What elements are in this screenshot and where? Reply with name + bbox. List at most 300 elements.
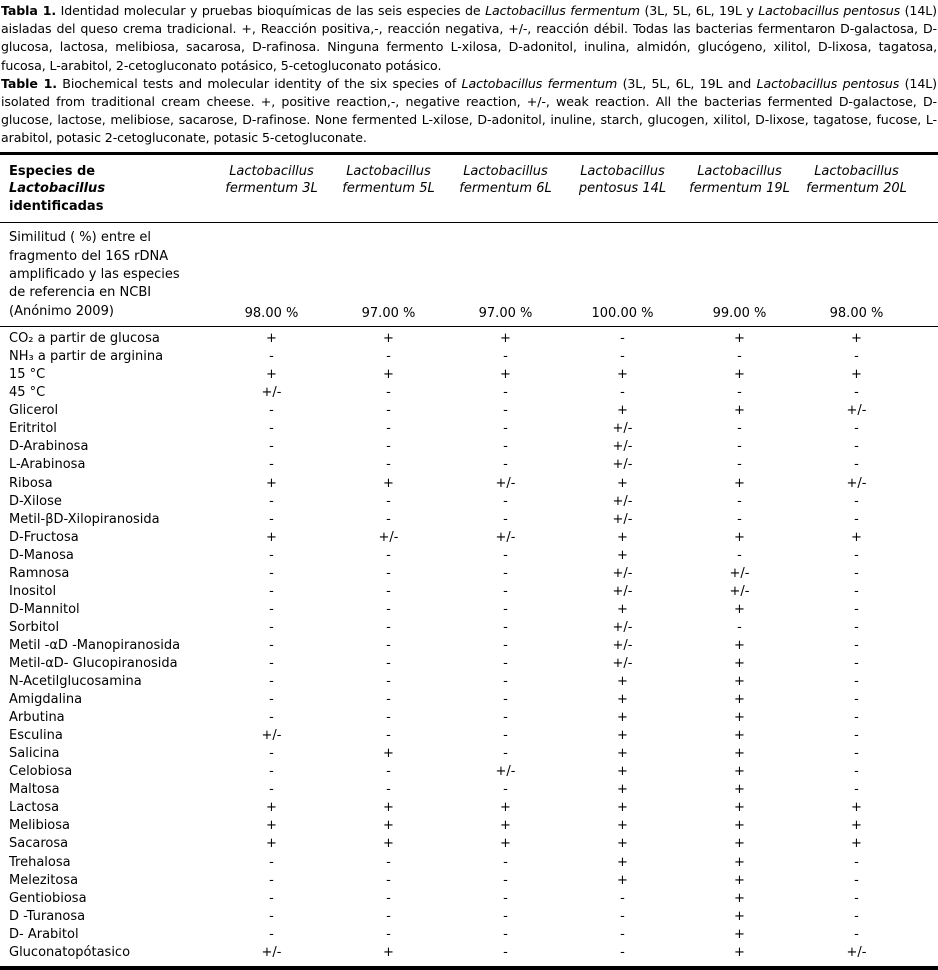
- spacer-cell: [915, 872, 938, 890]
- value-cell: +: [617, 692, 628, 708]
- value-cell: +: [266, 475, 277, 491]
- row-label: Metil-βD-Xilopiranosida: [9, 511, 160, 527]
- row-label: Sorbitol: [9, 619, 60, 635]
- value-cell: -: [269, 493, 274, 509]
- value-cell: +: [851, 529, 862, 545]
- value-cell: -: [386, 601, 391, 617]
- value-cell: +: [617, 764, 628, 780]
- value-cell: +: [617, 529, 628, 545]
- value-cell: -: [386, 854, 391, 870]
- value-cell: -: [854, 746, 859, 762]
- value-cell: -: [269, 421, 274, 437]
- value-cell: -: [503, 782, 508, 798]
- spacer-cell: [915, 384, 938, 402]
- table-row: [0, 709, 938, 727]
- row-label: D-Mannitol: [9, 601, 80, 617]
- value-cell: -: [269, 926, 274, 942]
- table-row: [0, 781, 938, 799]
- results-table: [0, 152, 938, 970]
- value-cell: -: [854, 511, 859, 527]
- value-cell: -: [503, 403, 508, 419]
- value-cell: -: [737, 421, 742, 437]
- value-cell: -: [503, 710, 508, 726]
- value-cell: -: [386, 583, 391, 599]
- spacer-cell: [915, 438, 938, 456]
- value-cell: -: [503, 547, 508, 563]
- spacer-cell: [915, 223, 938, 327]
- spacer-cell: [915, 727, 938, 745]
- header-label-line2: Lactobacillus: [9, 181, 106, 197]
- value-cell: -: [269, 656, 274, 671]
- value-cell: +/-: [612, 583, 633, 599]
- table-row: [0, 420, 938, 438]
- value-cell: +/-: [612, 493, 633, 509]
- value-cell: -: [503, 908, 508, 924]
- species-name-italic: Lactobacillus pentosus: [756, 75, 900, 91]
- spacer-cell: [915, 456, 938, 474]
- value-cell: -: [386, 764, 391, 780]
- value-cell: -: [503, 439, 508, 455]
- value-cell: -: [269, 782, 274, 798]
- value-cell: -: [269, 872, 274, 888]
- spacer-cell: [915, 583, 938, 601]
- value-cell: -: [269, 601, 274, 617]
- spacer-cell: [915, 944, 938, 968]
- table-row: [0, 384, 938, 402]
- value-cell: -: [386, 637, 391, 653]
- similarity-section: [0, 223, 938, 327]
- header-label-line1: Especies de: [9, 163, 96, 179]
- value-cell: +: [617, 800, 628, 816]
- value-cell: -: [854, 619, 859, 635]
- value-cell: +/-: [612, 421, 633, 437]
- value-cell: +/-: [378, 529, 399, 545]
- value-cell: +/-: [846, 403, 867, 419]
- value-cell: +: [383, 331, 394, 347]
- value-cell: +/-: [612, 511, 633, 527]
- spacer-cell: [915, 890, 938, 908]
- row-label: Amigdalina: [9, 692, 83, 708]
- column-header-3l: [213, 153, 330, 223]
- value-cell: -: [854, 890, 859, 906]
- row-label: Metil-αD- Glucopiranosida: [9, 656, 178, 671]
- value-cell: -: [503, 656, 508, 671]
- value-cell: +: [734, 367, 745, 383]
- spacer-cell: [915, 691, 938, 709]
- table-row: [0, 691, 938, 709]
- value-cell: +: [266, 529, 277, 545]
- similarity-value: 97.00 %: [447, 223, 564, 327]
- genus-name: Lactobacillus: [229, 163, 314, 179]
- value-cell: +: [383, 800, 394, 816]
- table-row: [0, 529, 938, 547]
- value-cell: +/-: [495, 475, 516, 491]
- caption-text: (14L) isolated from traditional cream cheese. +, positive reaction,-, negative reaction, +/-, weak reaction. All the bacterias fermented D-galactose, D-glucose, lactose, melibiose, sacarose, D-rafinose. None fermented L-xilose, D-adonitol, inuline, starch, glucogen, xilitol, D-lixose, tagatose, fucose, L-arabitol, potasic 2-cetogluconate, potasic 5-cetogluconate.: [1, 75, 937, 146]
- value-cell: +: [734, 674, 745, 690]
- column-header-20l: [798, 153, 915, 223]
- caption-english: [1, 75, 937, 148]
- value-cell: +/-: [495, 529, 516, 545]
- genus-name: Lactobacillus: [463, 163, 548, 179]
- caption-text: (3L, 5L, 6L, 19L y: [639, 3, 759, 18]
- value-cell: -: [386, 565, 391, 581]
- value-cell: +: [617, 475, 628, 491]
- value-cell: -: [854, 601, 859, 617]
- value-cell: -: [620, 926, 625, 942]
- value-cell: +: [500, 331, 511, 347]
- value-cell: +: [617, 872, 628, 888]
- value-cell: -: [503, 583, 508, 599]
- value-cell: +: [617, 782, 628, 798]
- row-label: D- Arabitol: [9, 926, 79, 942]
- value-cell: -: [386, 728, 391, 744]
- species-name-italic: Lactobacillus pentosus: [758, 3, 901, 18]
- row-label: Gentiobiosa: [9, 890, 87, 906]
- value-cell: -: [386, 782, 391, 798]
- value-cell: -: [854, 547, 859, 563]
- row-label: 45 °C: [9, 385, 46, 401]
- value-cell: -: [386, 692, 391, 708]
- table-row: [0, 565, 938, 583]
- value-cell: +: [266, 800, 277, 816]
- table-row: [0, 908, 938, 926]
- value-cell: +/-: [495, 764, 516, 780]
- value-cell: -: [854, 854, 859, 870]
- value-cell: +: [734, 475, 745, 491]
- table-row: [0, 655, 938, 673]
- species-header-row: [0, 153, 938, 223]
- value-cell: -: [269, 565, 274, 581]
- table-row: [0, 547, 938, 565]
- value-cell: -: [737, 547, 742, 563]
- table-row: [0, 456, 938, 474]
- table-row: [0, 583, 938, 601]
- value-cell: +: [734, 692, 745, 708]
- value-cell: +: [734, 890, 745, 906]
- value-cell: +: [266, 367, 277, 383]
- row-label: D -Turanosa: [9, 908, 86, 924]
- value-cell: +: [734, 872, 745, 888]
- row-label: NH₃ a partir de arginina: [9, 349, 164, 365]
- value-cell: -: [620, 385, 625, 401]
- table-row: [0, 872, 938, 890]
- value-cell: +: [617, 601, 628, 617]
- row-label: D-Arabinosa: [9, 439, 89, 455]
- value-cell: -: [503, 565, 508, 581]
- row-label: Ramnosa: [9, 565, 70, 581]
- caption-block: [0, 0, 938, 148]
- value-cell: +: [617, 854, 628, 870]
- genus-name: Lactobacillus: [697, 163, 782, 179]
- value-cell: -: [854, 583, 859, 599]
- spacer-cell: [915, 781, 938, 799]
- row-label: Gluconatopótasico: [9, 944, 131, 960]
- value-cell: +: [734, 818, 745, 834]
- spacer-cell: [915, 565, 938, 583]
- similarity-value: 100.00 %: [564, 223, 681, 327]
- value-cell: -: [503, 601, 508, 617]
- value-cell: -: [269, 908, 274, 924]
- value-cell: +: [734, 782, 745, 798]
- caption-text: (3L, 5L, 6L, 19L and: [617, 75, 757, 91]
- value-cell: +: [617, 547, 628, 563]
- value-cell: -: [386, 674, 391, 690]
- value-cell: -: [269, 890, 274, 906]
- value-cell: -: [269, 710, 274, 726]
- value-cell: -: [503, 511, 508, 527]
- row-label: Maltosa: [9, 782, 60, 798]
- column-header-14l: [564, 153, 681, 223]
- value-cell: +/-: [846, 475, 867, 491]
- value-cell: -: [620, 944, 625, 960]
- value-cell: -: [269, 674, 274, 690]
- row-label: Melezitosa: [9, 872, 79, 888]
- value-cell: +: [851, 836, 862, 852]
- spacer-cell: [915, 420, 938, 438]
- row-label: CO₂ a partir de glucosa: [9, 331, 160, 347]
- value-cell: -: [386, 710, 391, 726]
- table-row: [0, 348, 938, 366]
- row-label: Salicina: [9, 746, 60, 762]
- value-cell: -: [503, 637, 508, 653]
- row-label: Esculina: [9, 728, 63, 744]
- spacer-cell: [915, 835, 938, 853]
- row-label: Eritritol: [9, 421, 57, 437]
- row-label: Glicerol: [9, 403, 59, 419]
- spacer-cell: [915, 402, 938, 420]
- spacer-cell: [915, 511, 938, 529]
- value-cell: -: [854, 692, 859, 708]
- value-cell: -: [854, 385, 859, 401]
- value-cell: -: [737, 457, 742, 473]
- table-row: [0, 944, 938, 968]
- value-cell: -: [386, 908, 391, 924]
- spacer-cell: [915, 601, 938, 619]
- row-label: Trehalosa: [9, 854, 71, 870]
- value-cell: -: [854, 457, 859, 473]
- row-label: D-Fructosa: [9, 529, 79, 545]
- spacer-cell: [915, 475, 938, 493]
- strain-name: fermentum 3L: [225, 181, 318, 197]
- value-cell: -: [386, 385, 391, 401]
- value-cell: -: [503, 619, 508, 635]
- spacer-cell: [915, 348, 938, 366]
- value-cell: +: [851, 331, 862, 347]
- species-header-label: [0, 153, 213, 223]
- value-cell: -: [503, 421, 508, 437]
- value-cell: +: [734, 836, 745, 852]
- value-cell: -: [854, 908, 859, 924]
- value-cell: -: [386, 439, 391, 455]
- value-cell: +: [734, 403, 745, 419]
- column-header-6l: [447, 153, 564, 223]
- value-cell: +: [734, 710, 745, 726]
- similarity-value: 99.00 %: [681, 223, 798, 327]
- value-cell: -: [269, 619, 274, 635]
- value-cell: +: [734, 601, 745, 617]
- spacer-cell: [915, 926, 938, 944]
- value-cell: -: [269, 854, 274, 870]
- species-name-italic: Lactobacillus fermentum: [485, 3, 640, 18]
- value-cell: +: [734, 926, 745, 942]
- value-cell: -: [503, 457, 508, 473]
- value-cell: +: [383, 746, 394, 762]
- similarity-label-line: de referencia en NCBI: [9, 285, 152, 301]
- value-cell: -: [386, 421, 391, 437]
- spacer-cell: [915, 327, 938, 349]
- caption-text: (14L) aisladas del queso crema tradicional. +, Reacción positiva,-, reacción negativa, +/-, reacción débil. Todas las bacterias fermentaron D-galactosa, D-glucosa, lactosa, melibiosa, sacarosa, D-rafinosa. Ninguna fermento L-xilosa, D-adonitol, inulina, almidón, glucógeno, xilitol, D-lixosa, tagatosa, fucosa, L-arabitol, 2-cetogluconato potásico, 5-cetogluconato potásico.: [1, 3, 937, 73]
- value-cell: -: [386, 511, 391, 527]
- genus-name: Lactobacillus: [580, 163, 665, 179]
- value-cell: +: [383, 944, 394, 960]
- value-cell: +: [500, 367, 511, 383]
- value-cell: +/-: [729, 583, 750, 599]
- value-cell: -: [503, 349, 508, 365]
- value-cell: -: [737, 439, 742, 455]
- species-name-italic: Lactobacillus fermentum: [461, 75, 618, 91]
- table-row: [0, 601, 938, 619]
- value-cell: +: [617, 746, 628, 762]
- value-cell: -: [503, 385, 508, 401]
- similarity-label: [0, 223, 213, 327]
- value-cell: -: [503, 746, 508, 762]
- similarity-label-line: fragmento del 16S rDNA: [9, 248, 169, 264]
- row-label: Melibiosa: [9, 818, 70, 834]
- table-row: [0, 511, 938, 529]
- table-row: [0, 438, 938, 456]
- value-cell: +: [617, 403, 628, 419]
- row-label: N-Acetilglucosamina: [9, 674, 142, 690]
- caption-title: Tabla 1.: [1, 3, 57, 18]
- value-cell: -: [854, 782, 859, 798]
- column-header-19l: [681, 153, 798, 223]
- strain-name: fermentum 20L: [806, 181, 907, 197]
- value-cell: -: [269, 439, 274, 455]
- value-cell: -: [503, 692, 508, 708]
- value-cell: -: [269, 403, 274, 419]
- value-cell: -: [386, 890, 391, 906]
- spacer-cell: [915, 673, 938, 691]
- value-cell: +/-: [846, 944, 867, 960]
- value-cell: +/-: [261, 385, 282, 401]
- strain-name: fermentum 6L: [459, 181, 552, 197]
- value-cell: +: [383, 367, 394, 383]
- value-cell: +: [617, 674, 628, 690]
- row-label: Lactosa: [9, 800, 60, 816]
- value-cell: +: [734, 908, 745, 924]
- value-cell: +: [734, 529, 745, 545]
- similarity-label-line: amplificado y las especies: [9, 266, 180, 282]
- value-cell: +: [500, 818, 511, 834]
- row-label: Ribosa: [9, 475, 53, 491]
- caption-text: Biochemical tests and molecular identity of the six species of: [56, 75, 462, 91]
- value-cell: -: [854, 710, 859, 726]
- value-cell: -: [737, 349, 742, 365]
- value-cell: +: [266, 836, 277, 852]
- value-cell: +: [734, 800, 745, 816]
- spacer-cell: [915, 366, 938, 384]
- value-cell: -: [269, 764, 274, 780]
- caption-text: Identidad molecular y pruebas bioquímicas de las seis especies de: [56, 3, 486, 18]
- table-row: [0, 799, 938, 817]
- value-cell: -: [386, 547, 391, 563]
- spacer-cell: [915, 745, 938, 763]
- table-body: [0, 327, 938, 968]
- value-cell: -: [854, 493, 859, 509]
- value-cell: -: [269, 547, 274, 563]
- table-row: [0, 619, 938, 637]
- table-header: [0, 153, 938, 223]
- genus-name: Lactobacillus: [814, 163, 899, 179]
- value-cell: -: [269, 637, 274, 653]
- value-cell: +/-: [612, 619, 633, 635]
- header-label-line3: identificadas: [9, 198, 104, 214]
- value-cell: -: [620, 908, 625, 924]
- table-row: [0, 637, 938, 655]
- spacer-cell: [915, 817, 938, 835]
- value-cell: -: [503, 854, 508, 870]
- value-cell: +: [383, 818, 394, 834]
- value-cell: +: [617, 367, 628, 383]
- value-cell: -: [854, 872, 859, 888]
- value-cell: +/-: [612, 457, 633, 473]
- value-cell: -: [503, 926, 508, 942]
- spacer-cell: [915, 619, 938, 637]
- value-cell: -: [269, 457, 274, 473]
- value-cell: -: [503, 493, 508, 509]
- row-label: Sacarosa: [9, 836, 69, 852]
- value-cell: +: [617, 836, 628, 852]
- value-cell: +: [266, 331, 277, 347]
- value-cell: +: [734, 728, 745, 744]
- row-label: Metil -αD -Manopiranosida: [9, 637, 181, 653]
- genus-name: Lactobacillus: [346, 163, 431, 179]
- value-cell: +/-: [261, 944, 282, 960]
- table-row: [0, 327, 938, 349]
- row-label: Arbutina: [9, 710, 65, 726]
- value-cell: +: [617, 818, 628, 834]
- value-cell: -: [854, 349, 859, 365]
- similarity-label-line: (Anónimo 2009): [9, 303, 114, 319]
- value-cell: -: [737, 385, 742, 401]
- value-cell: -: [854, 656, 859, 671]
- value-cell: -: [854, 565, 859, 581]
- value-cell: +/-: [261, 728, 282, 744]
- row-label: Celobiosa: [9, 764, 73, 780]
- value-cell: +: [734, 944, 745, 960]
- value-cell: +: [851, 367, 862, 383]
- table-row: [0, 854, 938, 872]
- table-row: [0, 745, 938, 763]
- value-cell: -: [386, 457, 391, 473]
- value-cell: -: [620, 331, 625, 347]
- spacer-cell: [915, 709, 938, 727]
- value-cell: -: [503, 944, 508, 960]
- table-row: [0, 673, 938, 691]
- value-cell: -: [854, 637, 859, 653]
- spacer-cell: [915, 153, 938, 223]
- value-cell: -: [503, 674, 508, 690]
- caption-title: Table 1.: [1, 75, 57, 91]
- value-cell: +: [734, 854, 745, 870]
- value-cell: +: [734, 331, 745, 347]
- value-cell: -: [854, 926, 859, 942]
- value-cell: +: [617, 728, 628, 744]
- value-cell: -: [854, 764, 859, 780]
- value-cell: -: [737, 511, 742, 527]
- spacer-cell: [915, 908, 938, 926]
- spacer-cell: [915, 637, 938, 655]
